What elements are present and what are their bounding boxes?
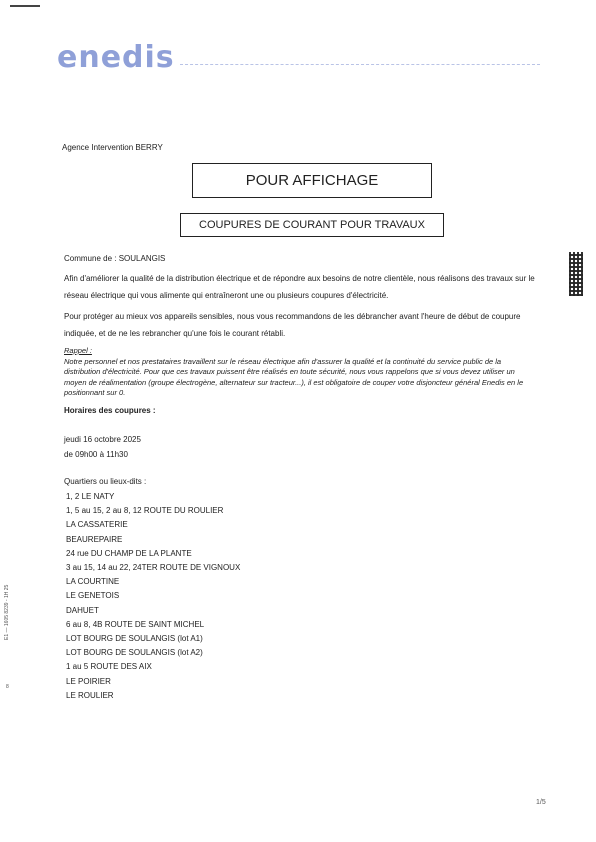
list-item: 1 au 5 ROUTE DES AIX: [66, 662, 152, 672]
quartiers-title: Quartiers ou lieux-dits :: [64, 477, 147, 486]
list-item: LA COURTINE: [66, 577, 120, 587]
header-rule: [180, 64, 540, 65]
qr-code-icon: [569, 252, 583, 296]
list-item: LE POIRIER: [66, 676, 111, 686]
side-mark: 8: [6, 684, 9, 690]
page-number: 1/5: [536, 799, 546, 806]
commune-line: Commune de : SOULANGIS: [64, 254, 166, 263]
notice-title: [192, 163, 432, 198]
list-item: 6 au 8, 4B ROUTE DE SAINT MICHEL: [66, 619, 205, 629]
outage-date: jeudi 16 octobre 2025: [64, 435, 141, 444]
rappel-text: Notre personnel et nos prestataires travaillent sur le réseau électrique afin d'assurer la qualité et la continuité du service public de la distribution d'électricité. Pour que ces travaux puissent être réalisés en toute sécurité, nous vous rappelons que si vous devez utiliser un moyen de réalimentation (groupe électrogène, alternateur sur tracteur...), il est obligatoire de couper votre disjoncteur général Enedis en le positionnant sur 0.: [64, 356, 524, 397]
rappel-title: Rappel :: [64, 346, 92, 355]
scan-artifact: [10, 5, 40, 7]
list-item: DAHUET: [66, 605, 99, 615]
list-item: LOT BOURG DE SOULANGIS (lot A2): [66, 648, 203, 658]
list-item: LE ROULIER: [66, 690, 114, 700]
list-item: LOT BOURG DE SOULANGIS (lot A1): [66, 634, 203, 644]
list-item: 3 au 15, 14 au 22, 24TER ROUTE DE VIGNOUX: [66, 563, 241, 573]
agency-name: Agence Intervention BERRY: [62, 143, 163, 152]
list-item: 1, 2 LE NATY: [66, 492, 115, 501]
enedis-logo: enedis: [57, 40, 175, 75]
places-list: [66, 490, 240, 703]
list-item: 24 rue DU CHAMP DE LA PLANTE: [66, 548, 192, 558]
list-item: LE GENETOIS: [66, 591, 120, 601]
side-reference-code: E1 — 1605 8239 - 1H 25: [4, 584, 10, 640]
protection-paragraph: Pour protéger au mieux vos appareils sensibles, nous vous recommandons de les débrancher avant l'heure de début de coupure indiquée, et de ne les rebrancher qu'une fois le courant rétabli.: [64, 312, 521, 338]
notice-subtitle-text: COUPURES DE COURANT POUR TRAVAUX: [199, 219, 425, 231]
outage-time: de 09h00 à 11h30: [64, 450, 128, 459]
list-item: BEAUREPAIRE: [66, 534, 123, 544]
rappel-block: [64, 346, 534, 399]
notice-subtitle: [180, 213, 444, 237]
horaires-title: Horaires des coupures :: [64, 406, 156, 415]
list-item: LA CASSATERIE: [66, 520, 128, 530]
intro-paragraph: Afin d'améliorer la qualité de la distribution électrique et de répondre aux besoins de notre clientèle, nous réalisons des travaux sur le réseau électrique qui vous alimente qui entraîneront une ou plusieurs coupures d'électricité.: [64, 274, 535, 300]
list-item: 1, 5 au 15, 2 au 8, 12 ROUTE DU ROULIER: [66, 506, 224, 516]
notice-title-text: POUR AFFICHAGE: [245, 172, 379, 189]
